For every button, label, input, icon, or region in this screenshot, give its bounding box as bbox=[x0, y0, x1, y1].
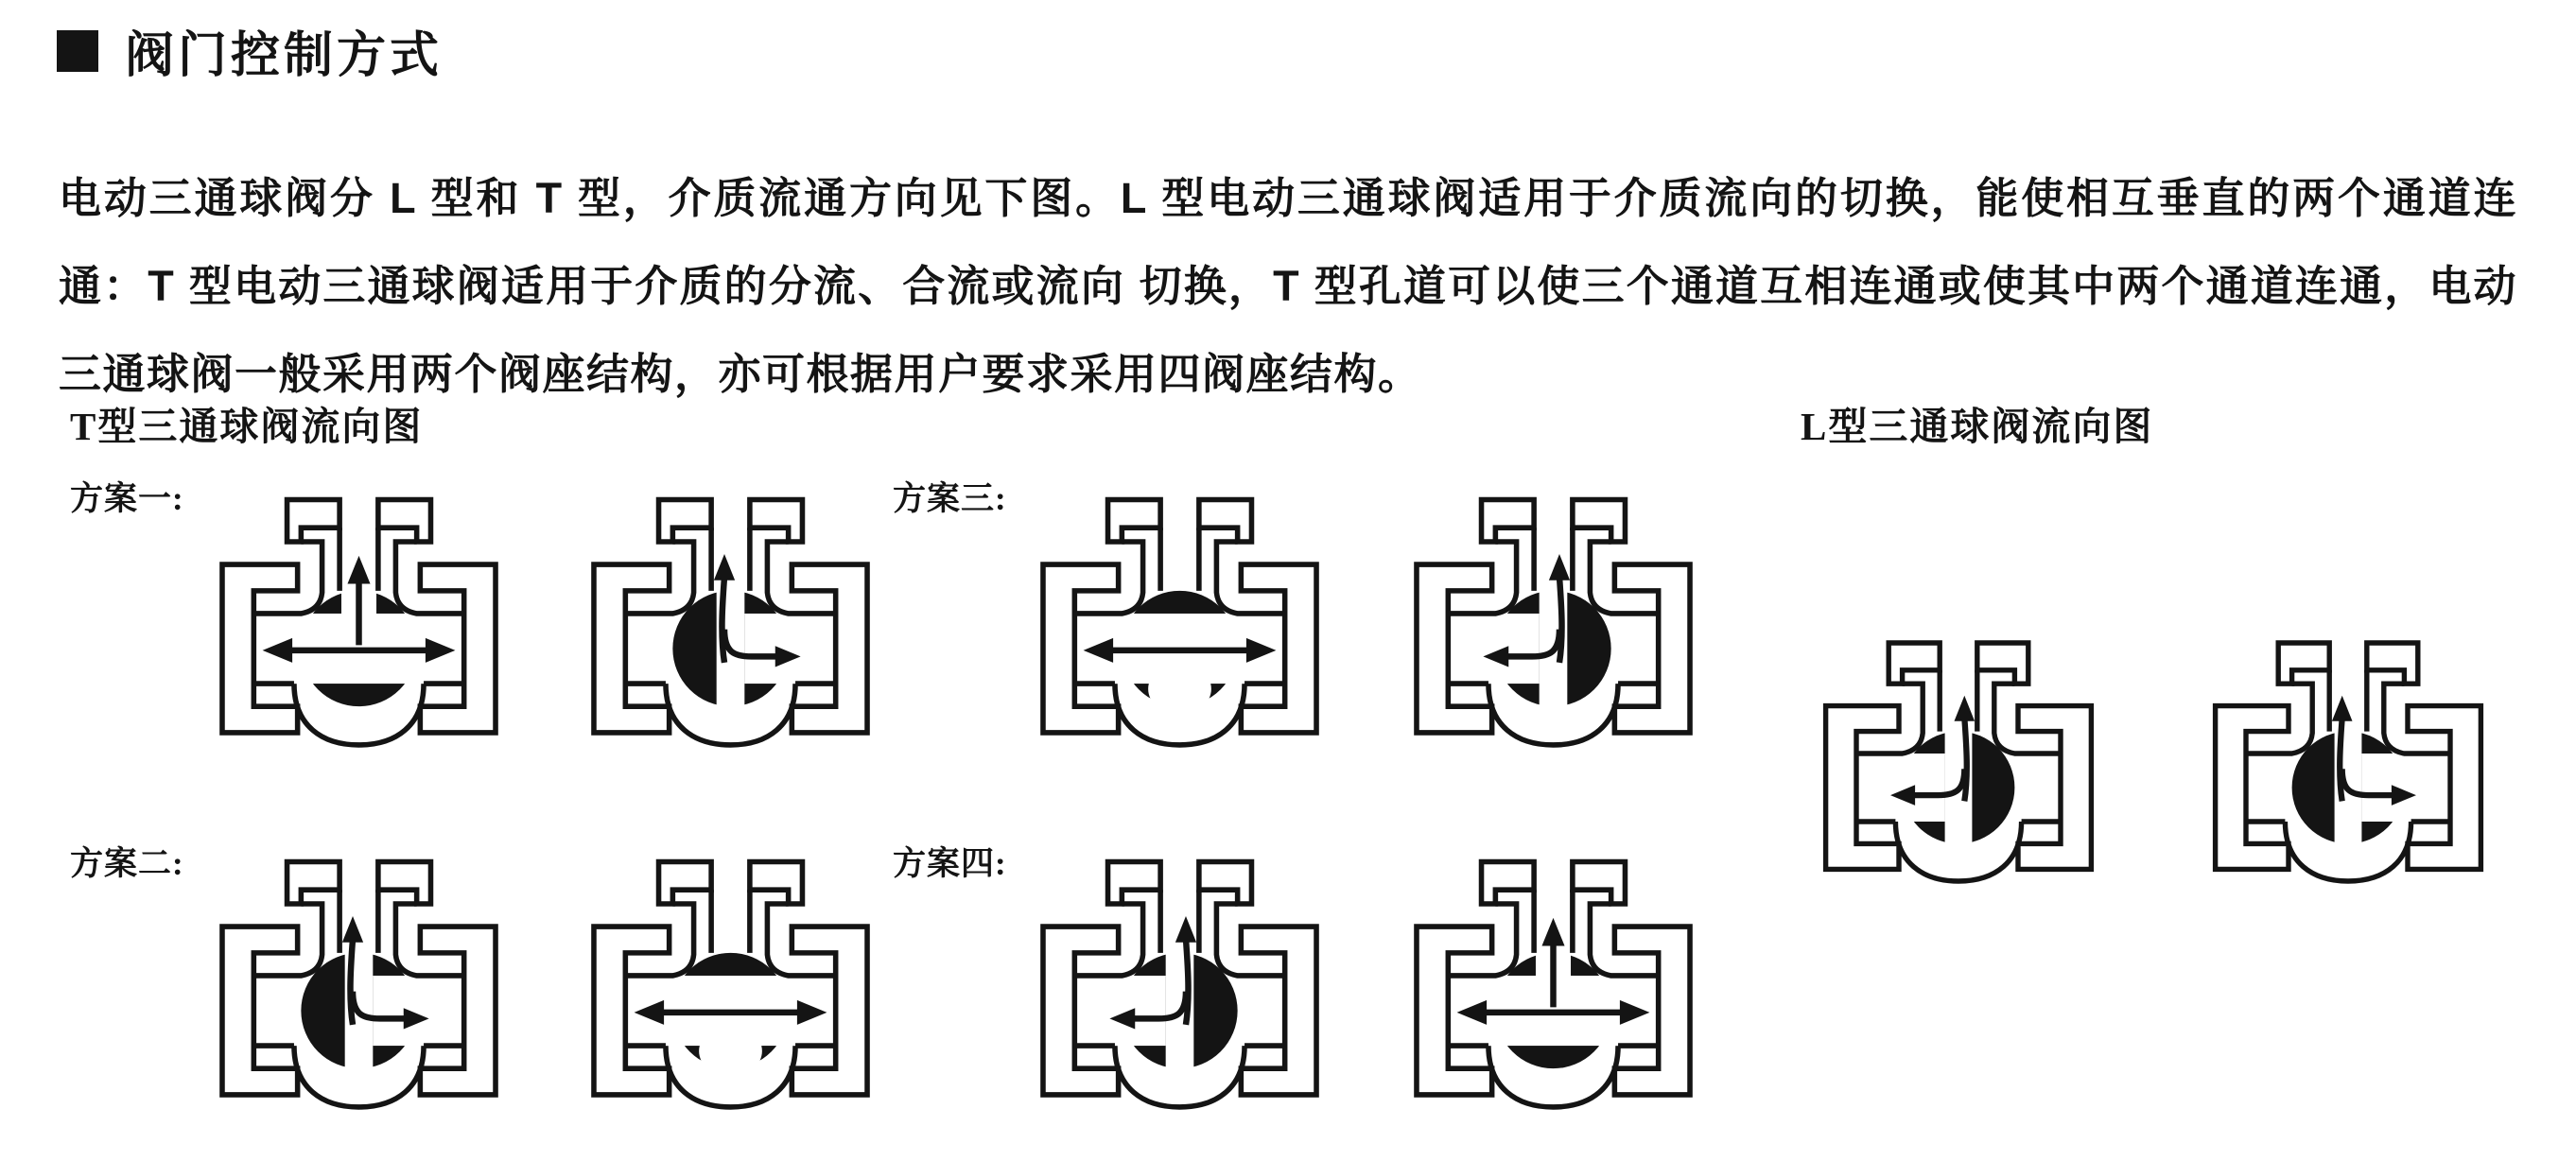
scheme-1-label: 方案一: bbox=[70, 480, 184, 517]
page-title-row bbox=[57, 15, 443, 86]
page-title: 阀门控制方式 bbox=[125, 28, 444, 83]
intro-paragraph: 电动三通球阀分 L 型和 T 型，介质流通方向见下图。L 型电动三通球阀适用于介质流向的切换，能使相互垂直的两个通道连通：T 型电动三通球阀适用于介质的分流、合流或流向 切换，T 型孔道可以使三个通道互相连通或使其中两个通道连通，电动三通球阀一般采用两个阀座结构，亦可根据用户要求采用四阀座结构。 bbox=[59, 174, 2517, 399]
valve-diagram-scheme2-state2 bbox=[582, 844, 879, 1158]
valve-diagram-ltype-state2 bbox=[2203, 626, 2493, 914]
valve-diagram-scheme2-state1 bbox=[210, 844, 508, 1158]
valve-diagram-scheme1-state2 bbox=[582, 482, 879, 796]
black-square-icon bbox=[57, 30, 98, 72]
scheme-2-label: 方案二: bbox=[70, 845, 184, 882]
valve-diagram-scheme3-state1 bbox=[1031, 482, 1329, 796]
valve-diagram-scheme3-state2 bbox=[1404, 482, 1702, 796]
valve-diagram-scheme1-state1 bbox=[210, 482, 508, 796]
valve-diagram-scheme4-state1 bbox=[1031, 844, 1329, 1158]
scheme-4-label: 方案四: bbox=[893, 845, 1007, 882]
valve-diagram-scheme4-state2 bbox=[1404, 844, 1702, 1158]
l-section-heading: L型三通球阀流向图 bbox=[1801, 405, 2154, 448]
t-section-heading: T型三通球阀流向图 bbox=[70, 405, 424, 448]
scheme-3-label: 方案三: bbox=[893, 480, 1007, 517]
valve-diagram-ltype-state1 bbox=[1814, 626, 2103, 914]
